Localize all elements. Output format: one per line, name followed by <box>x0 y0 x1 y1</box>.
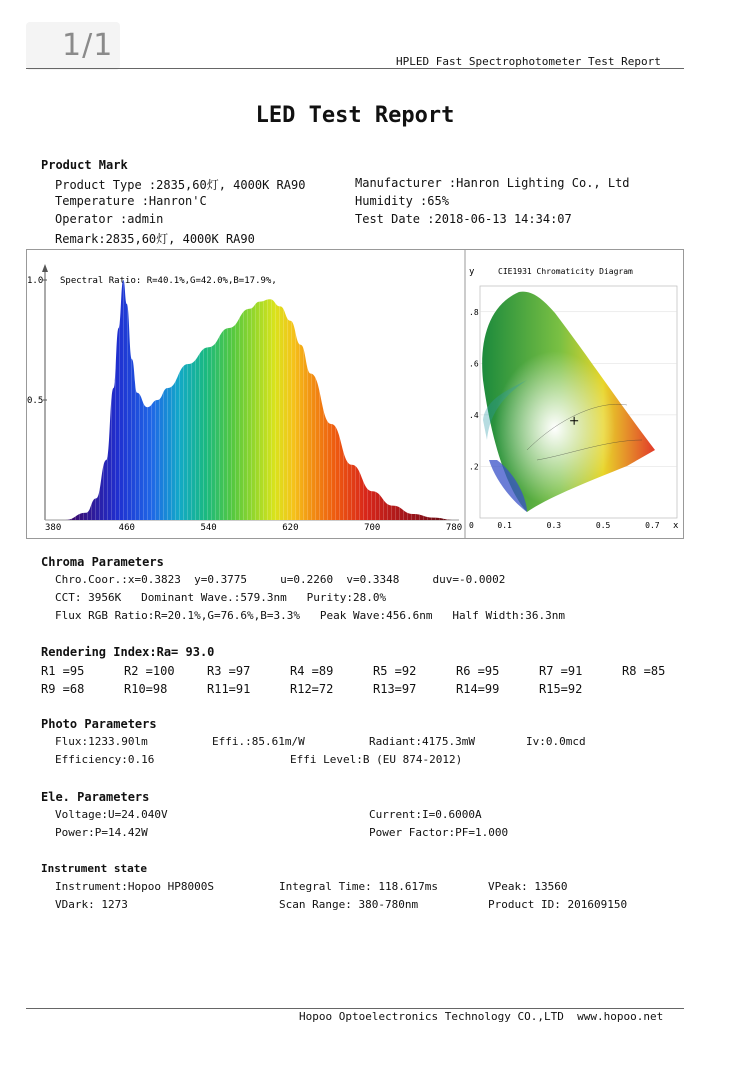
efficiency-value: Efficiency:0.16 <box>55 753 155 766</box>
spectrum-x-tick-label: 700 <box>364 523 381 533</box>
rendering-index-value: R12=72 <box>290 682 334 696</box>
effi-level-value: Effi Level:B (EU 874-2012) <box>290 753 463 766</box>
rendering-index-value: R2 =100 <box>124 664 175 678</box>
scan-range-value: Scan Range: 380-780nm <box>279 898 419 911</box>
spectrum-x-tick-label: 620 <box>282 523 299 533</box>
rendering-index-value: R5 =92 <box>373 664 417 678</box>
rendering-index-value: R1 =95 <box>41 664 85 678</box>
spectrum-x-tick-label: 380 <box>45 523 62 533</box>
spectrum-x-tick-label: 780 <box>445 523 463 533</box>
cie-x-axis-label: x <box>673 521 679 531</box>
spectrum-chart <box>27 264 462 533</box>
humidity: Humidity :65% <box>355 194 449 208</box>
rendering-index-value: R7 =91 <box>539 664 583 678</box>
chroma-heading: Chroma Parameters <box>41 555 164 569</box>
iv-value: Iv:0.0mcd <box>526 735 586 748</box>
cie-y-tick-label: .2 <box>469 462 479 472</box>
power-factor-value: Power Factor:PF=1.000 <box>369 826 509 839</box>
ele-parameters-heading: Ele. Parameters <box>41 790 150 804</box>
rendering-index-value: R6 =95 <box>456 664 500 678</box>
product-type: Product Type :2835,60灯, 4000K RA90 <box>55 178 306 192</box>
rendering-index-value: R13=97 <box>373 682 417 696</box>
product-id-value: Product ID: 201609150 <box>488 898 628 911</box>
cie-y-axis-label: y <box>469 267 475 277</box>
vpeak-value: VPeak: 13560 <box>488 880 568 893</box>
cct-dominant-purity: CCT: 3956K Dominant Wave.:579.3nm Purity:28.0% <box>55 591 387 604</box>
rendering-index-value: R10=98 <box>124 682 168 696</box>
spectrum-y-tick-label: 0.5 <box>27 396 44 406</box>
cie-y-tick-label: .6 <box>469 359 479 369</box>
chart-panel <box>26 249 684 539</box>
rendering-index-value: R8 =85 <box>622 664 666 678</box>
spectrum-x-tick-label: 460 <box>118 523 135 533</box>
current-value: Current:I=0.6000A <box>369 808 482 821</box>
operator: Operator :admin <box>55 212 164 226</box>
instrument-state-heading: Instrument state <box>41 862 147 875</box>
cie-x-tick-label: 0.5 <box>595 521 611 530</box>
page-indicator: 1/1 <box>62 28 114 63</box>
report-header-title: HPLED Fast Spectrophotometer Test Report <box>396 55 661 68</box>
manufacturer: Manufacturer :Hanron Lighting Co., Ltd <box>355 176 630 190</box>
remark: Remark:2835,60灯, 4000K RA90 <box>55 232 255 246</box>
photo-parameters-heading: Photo Parameters <box>41 717 157 731</box>
spectrum-y-axis-arrow <box>42 264 48 272</box>
rendering-index-value: R15=92 <box>539 682 583 696</box>
page-indicator-badge <box>26 22 120 70</box>
header-divider <box>26 68 684 69</box>
radiant-value: Radiant:4175.3mW <box>369 735 475 748</box>
cie-chart <box>469 267 679 531</box>
spectrum-x-tick-label: 540 <box>200 523 217 533</box>
flux-value: Flux:1233.90lm <box>55 735 148 748</box>
chroma-coordinates: Chro.Coor.:x=0.3823 y=0.3775 u=0.2260 v=0.3348 duv=-0.0002 <box>55 573 506 586</box>
footer-company: Hopoo Optoelectronics Technology CO.,LTD www.hopoo.net <box>299 1010 664 1023</box>
instrument-value: Instrument:Hopoo HP8000S <box>55 880 214 893</box>
rendering-index-value: R9 =68 <box>41 682 85 696</box>
spectrum-stripes <box>45 280 454 520</box>
spectral-ratio-label: Spectral Ratio: R=40.1%,G=42.0%,B=17.9%, <box>60 276 277 286</box>
cie-x-tick-label: 0.3 <box>546 521 562 530</box>
cie-y-tick-label: .4 <box>469 410 479 420</box>
voltage-value: Voltage:U=24.040V <box>55 808 168 821</box>
cie-x-tick-label: 0.7 <box>645 521 660 530</box>
rendering-index-value: R3 =97 <box>207 664 251 678</box>
efficacy-value: Effi.:85.61m/W <box>212 735 305 748</box>
temperature: Temperature :Hanron'C <box>55 194 207 208</box>
rendering-index-value: R4 =89 <box>290 664 334 678</box>
flux-rgb-peak-halfwidth: Flux RGB Ratio:R=20.1%,G=76.6%,B=3.3% Peak Wave:456.6nm Half Width:36.3nm <box>55 609 565 622</box>
report-title: LED Test Report <box>255 103 455 128</box>
vdark-value: VDark: 1273 <box>55 898 128 911</box>
cie-y-tick-label: .8 <box>469 307 479 317</box>
rendering-index-value: R14=99 <box>456 682 500 696</box>
product-mark-heading: Product Mark <box>41 158 128 172</box>
rendering-index-value: R11=91 <box>207 682 251 696</box>
cie-x-tick-label: 0.1 <box>497 521 512 530</box>
rendering-index-heading: Rendering Index:Ra= 93.0 <box>41 645 215 659</box>
spectrum-y-tick-label: 1.0 <box>27 276 44 286</box>
power-value: Power:P=14.42W <box>55 826 148 839</box>
integral-time-value: Integral Time: 118.617ms <box>279 880 438 893</box>
charts-svg <box>27 250 683 538</box>
cie-title: CIE1931 Chromaticity Diagram <box>498 267 633 276</box>
test-date: Test Date :2018-06-13 14:34:07 <box>355 212 572 226</box>
footer-divider <box>26 1008 684 1009</box>
cie-x-tick-label: 0 <box>469 521 474 530</box>
